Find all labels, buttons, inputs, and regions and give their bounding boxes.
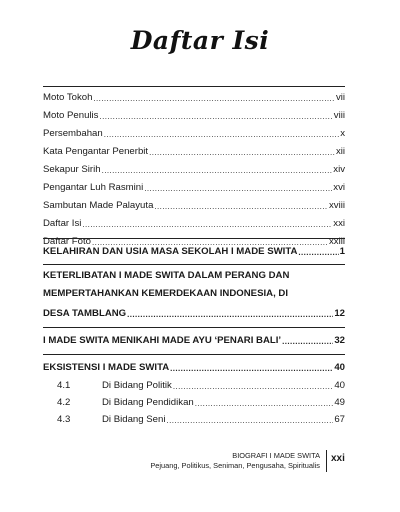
toc-chapter-title: I MADE SWITA MENIKAHI MADE AYU ‘PENARI BALI’	[43, 335, 282, 346]
toc-entry-page: x	[340, 128, 345, 139]
toc-chapter-title-line[interactable]: KETERLIBATAN I MADE SWITA DALAM PERANG DAN	[43, 270, 290, 281]
toc-entry-page: xii	[335, 146, 345, 157]
dot-leader	[173, 381, 333, 392]
toc-subsection[interactable]	[43, 412, 345, 426]
page-title: Daftar Isi	[130, 26, 270, 55]
divider	[43, 327, 345, 328]
footer-divider	[326, 450, 327, 472]
toc-entry[interactable]	[43, 108, 345, 122]
toc-subsection-number: 4.2	[57, 397, 71, 408]
toc-entry[interactable]	[43, 90, 345, 104]
toc-subsection-label: Di Bidang Politik	[102, 380, 172, 391]
toc-subsection-number: 4.3	[57, 414, 71, 425]
toc-entry-page: xiv	[333, 164, 345, 175]
toc-chapter-title-line[interactable]: MEMPERTAHANKAN KEMERDEKAAN INDONESIA, DI	[43, 288, 289, 299]
toc-chapter[interactable]	[43, 360, 345, 374]
dot-leader	[102, 165, 333, 176]
toc-entry-page: xxi	[333, 218, 345, 229]
divider	[43, 238, 345, 239]
divider	[43, 354, 345, 355]
toc-entry-label: Kata Pengantar Penerbit	[43, 146, 149, 157]
toc-entry[interactable]	[43, 126, 345, 140]
footer-book-title: BIOGRAFI I MADE SWITA	[232, 451, 320, 460]
toc-chapter-title: KELAHIRAN DAN USIA MASA SEKOLAH I MADE SWITA	[43, 246, 298, 257]
toc-subsection-page: 40	[334, 380, 345, 391]
toc-entry-page: xviii	[329, 200, 345, 211]
dot-leader	[82, 219, 332, 230]
toc-entry-label: Pengantar Luh Rasmini	[43, 182, 144, 193]
toc-chapter-page: 12	[334, 308, 345, 319]
toc-chapter[interactable]	[43, 244, 345, 258]
toc-entry[interactable]	[43, 162, 345, 176]
toc-entry[interactable]	[43, 180, 345, 194]
toc-entry[interactable]	[43, 144, 345, 158]
toc-subsection-label: Di Bidang Seni	[102, 414, 166, 425]
dot-leader	[127, 309, 333, 320]
dot-leader	[144, 183, 332, 194]
toc-subsection-number: 4.1	[57, 380, 71, 391]
dot-leader	[154, 201, 328, 212]
toc-entry-label: Daftar Foto	[43, 236, 91, 247]
dot-leader	[93, 93, 335, 104]
page-number: xxi	[331, 453, 345, 464]
toc-subsection[interactable]	[43, 395, 345, 409]
toc-subsection-page: 67	[334, 414, 345, 425]
toc-entry-label: Sekapur Sirih	[43, 164, 101, 175]
toc-entry-label: Moto Penulis	[43, 110, 99, 121]
dot-leader	[282, 336, 333, 347]
divider	[43, 264, 345, 265]
toc-chapter-page: 32	[334, 335, 345, 346]
toc-subsection-page: 49	[334, 397, 345, 408]
dot-leader	[99, 111, 332, 122]
dot-leader	[195, 398, 334, 409]
toc-entry-page: xvi	[333, 182, 345, 193]
toc-entry-label: Daftar Isi	[43, 218, 82, 229]
dot-leader	[166, 415, 333, 426]
toc-entry[interactable]	[43, 198, 345, 212]
toc-chapter[interactable]	[43, 306, 345, 320]
toc-entry-label: Moto Tokoh	[43, 92, 93, 103]
dot-leader	[298, 247, 338, 258]
toc-entry-label: Sambutan Made Palayuta	[43, 200, 154, 211]
toc-subsection-label: Di Bidang Pendidikan	[102, 397, 194, 408]
toc-entry[interactable]	[43, 216, 345, 230]
toc-entry-page: viii	[333, 110, 345, 121]
toc-entry-label: Persembahan	[43, 128, 103, 139]
divider	[43, 86, 345, 87]
dot-leader	[149, 147, 335, 158]
toc-chapter-page: 1	[339, 246, 345, 257]
dot-leader	[170, 363, 333, 374]
dot-leader	[104, 129, 339, 140]
running-footer	[150, 451, 320, 471]
toc-chapter-title: EKSISTENSI I MADE SWITA	[43, 362, 170, 373]
toc-chapter-page: 40	[334, 362, 345, 373]
footer-subtitle: Pejuang, Politikus, Seniman, Pengusaha, Spiritualis	[150, 461, 320, 470]
toc-entry-page: xxiii	[329, 236, 345, 247]
toc-entry-page: vii	[335, 92, 345, 103]
toc-subsection[interactable]	[43, 378, 345, 392]
toc-chapter-title: DESA TAMBLANG	[43, 308, 127, 319]
toc-chapter[interactable]	[43, 333, 345, 347]
